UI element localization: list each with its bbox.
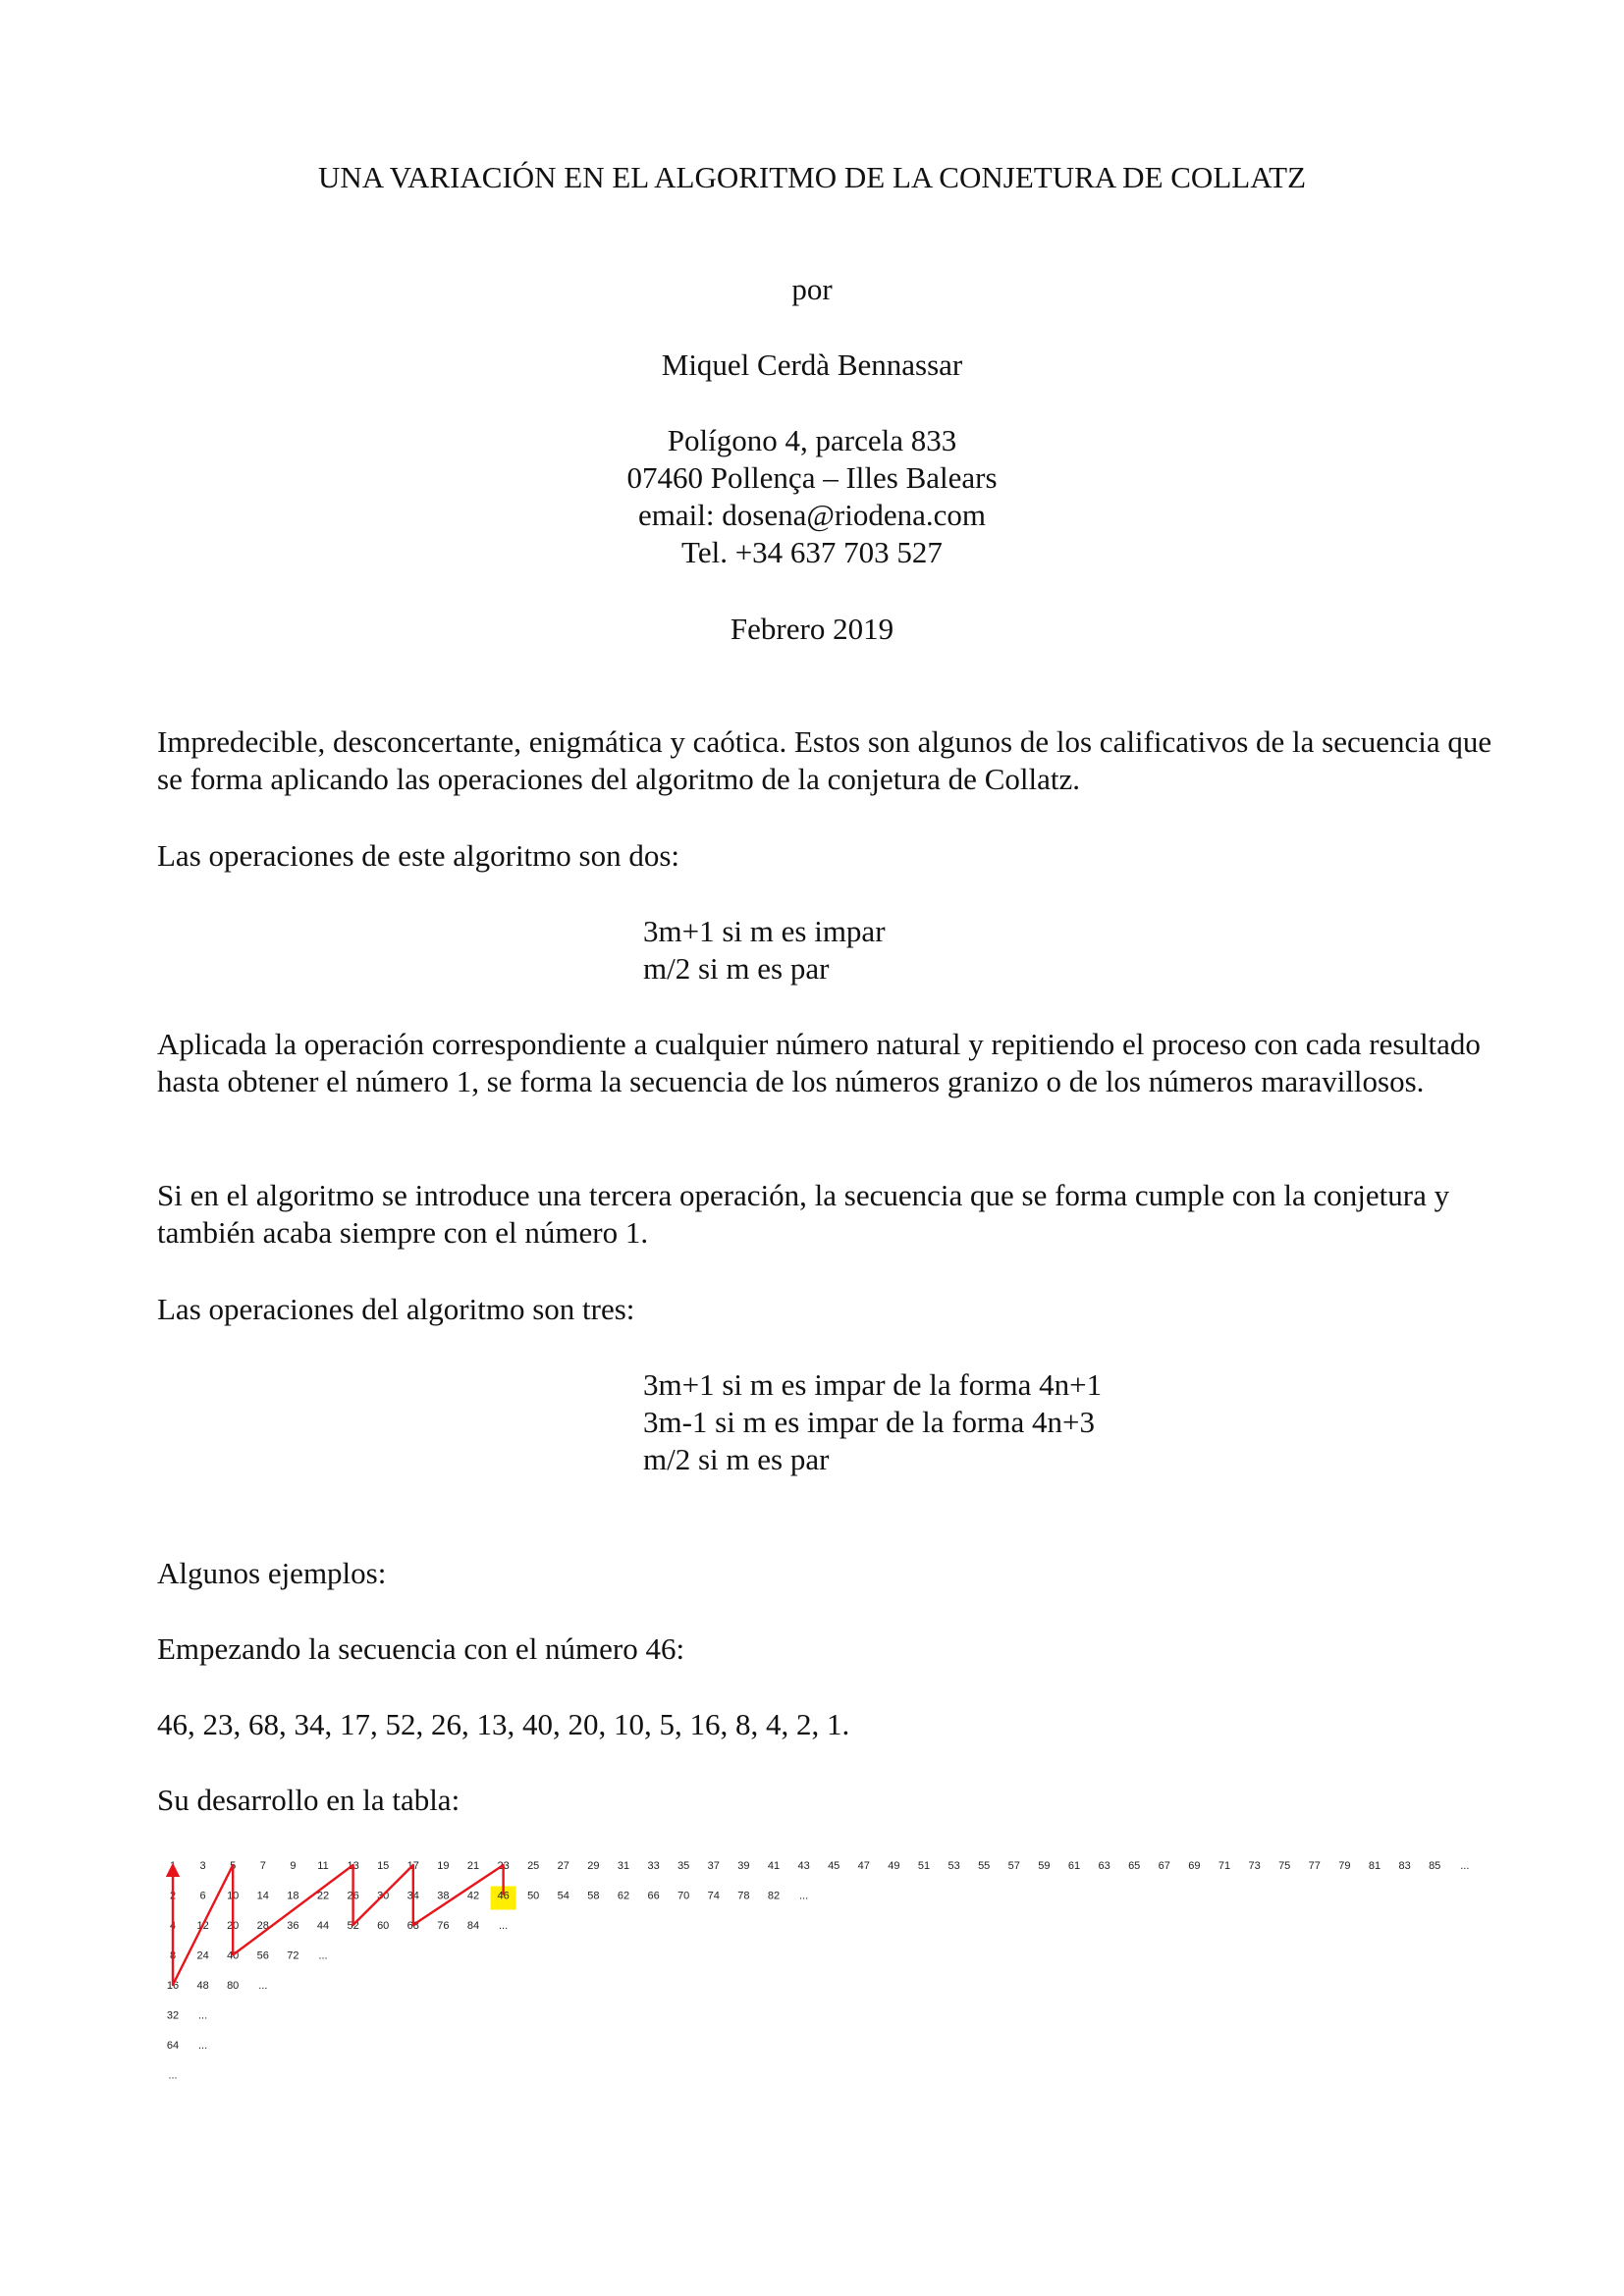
table-cell: 33 [647,1860,660,1872]
table-cell: 59 [1038,1860,1051,1872]
table-cell: 61 [1067,1860,1081,1872]
collatz-table-svg [157,1853,1492,2109]
table-cell: 38 [437,1890,450,1902]
table-cell: 50 [527,1890,540,1902]
table-cell: 34 [406,1890,419,1902]
document-title: UNA VARIACIÓN EN EL ALGORITMO DE LA CONJETURA DE COLLATZ [317,160,1307,194]
table-cell: 20 [227,1920,240,1932]
table-cell: 36 [287,1920,299,1932]
table-cell: 43 [797,1860,810,1872]
table-cell: 41 [767,1860,781,1872]
table-intro: Su desarrollo en la tabla: [157,1783,460,1817]
table-cell: ... [198,2009,208,2022]
table-cell: 9 [290,1860,297,1872]
table-cell: 32 [166,2009,180,2022]
collatz-table [157,1853,1492,2109]
table-cell: ... [499,1920,509,1932]
address-line-1: Polígono 4, parcela 833 [667,423,957,457]
formula-line: m/2 si m es par [643,951,830,986]
table-cell: 17 [406,1860,419,1872]
table-cell: 74 [707,1890,720,1902]
table-cell: 2 [169,1890,177,1902]
table-cell: 65 [1128,1860,1141,1872]
table-cell: 83 [1398,1860,1411,1872]
formula-block-1 [643,913,886,988]
table-cell: ... [258,1980,268,1992]
table-cell: 39 [737,1860,750,1872]
intro-paragraph: Impredecible, desconcertante, enigmática y caótica. Estos son algunos de los calificativos de la secuencia que se forma aplicando las operaciones del algoritmo de la conjetura de Collatz. [157,724,1492,796]
table-cell: 64 [166,2040,180,2052]
table-cell: 31 [617,1860,630,1872]
table-cell: 84 [466,1920,480,1932]
table-cell: 67 [1158,1860,1170,1872]
table-cell: 66 [647,1890,660,1902]
table-cell: 55 [978,1860,991,1872]
table-cell: 62 [617,1890,630,1902]
formula-line: 3m+1 si m es impar de la forma 4n+1 [643,1367,1103,1402]
table-cell: 13 [347,1860,359,1872]
table-cell: 51 [917,1860,931,1872]
formula-line: 3m+1 si m es impar [643,914,886,948]
table-cell: 40 [227,1949,240,1962]
table-cell: 53 [947,1860,960,1872]
table-cell: 29 [587,1860,600,1872]
table-cell: 70 [677,1890,690,1902]
table-cell: 49 [888,1860,900,1872]
formula-block-2 [643,1366,1102,1478]
table-cell: 24 [196,1949,209,1962]
example-sequence: 46, 23, 68, 34, 17, 52, 26, 13, 40, 20, 10, 5, 16, 8, 4, 2, 1. [157,1707,850,1741]
table-cell: 52 [347,1920,359,1932]
table-cell: 85 [1429,1860,1441,1872]
table-cell: 19 [437,1860,450,1872]
example-intro: Empezando la secuencia con el número 46: [157,1631,685,1666]
table-cell: 14 [256,1890,269,1902]
byline: por [791,272,833,306]
table-cell: 10 [227,1890,240,1902]
table-cell: 71 [1218,1860,1231,1872]
operations-intro: Las operaciones de este algoritmo son dos: [157,838,680,873]
table-cell: 16 [166,1980,180,1992]
table-cell: 5 [230,1860,237,1872]
table-cell: 81 [1368,1860,1381,1872]
table-cell: 82 [767,1890,781,1902]
table-cell: 45 [828,1860,840,1872]
address-line-2: 07460 Pollença – Illes Balears [626,460,998,495]
table-cell: 30 [377,1890,390,1902]
three-operations-intro: Las operaciones del algoritmo son tres: [157,1292,635,1326]
table-cell: 44 [316,1920,330,1932]
table-cell: 42 [466,1890,480,1902]
table-cell: 22 [316,1890,330,1902]
email-line: email: dosena@riodena.com [638,498,986,532]
table-cell: 79 [1338,1860,1351,1872]
table-cell: ... [1460,1860,1470,1872]
table-cell: 68 [406,1920,419,1932]
table-cell: 56 [256,1949,269,1962]
examples-heading: Algunos ejemplos: [157,1556,387,1590]
table-cell: 60 [377,1920,390,1932]
table-cell: ... [318,1949,328,1962]
table-cell: 35 [677,1860,690,1872]
table-cell: 1 [169,1860,177,1872]
phone-line: Tel. +34 637 703 527 [681,535,943,569]
table-cell: 18 [287,1890,299,1902]
table-cell: 28 [256,1920,269,1932]
table-cell: 77 [1308,1860,1321,1872]
table-cell: 58 [587,1890,600,1902]
formula-line: m/2 si m es par [643,1442,830,1476]
table-cell: 6 [199,1890,206,1902]
table-cell: 69 [1188,1860,1201,1872]
date-line: Febrero 2019 [730,612,894,646]
sequence-paragraph: Aplicada la operación correspondiente a cualquier número natural y repitiendo el proceso con cada resultado hasta obtener el número 1, se forma la secuencia de los números granizo o de los números maravillosos. [157,1027,1481,1098]
table-cell: 4 [169,1920,177,1932]
table-cell: 11 [317,1860,329,1872]
table-cell: 47 [857,1860,870,1872]
table-cell: 63 [1098,1860,1110,1872]
table-cell: 8 [169,1949,177,1962]
table-cell: 76 [437,1920,450,1932]
table-cell: 37 [707,1860,720,1872]
table-cell: 23 [497,1860,510,1872]
table-cell: 21 [466,1860,480,1872]
table-cell: 78 [737,1890,750,1902]
table-cell: 3 [199,1860,206,1872]
sequence-path-line [173,1865,504,1985]
table-cell: 25 [527,1860,540,1872]
table-cell: 7 [259,1860,266,1872]
table-cell: 72 [287,1949,299,1962]
table-cell: 73 [1248,1860,1261,1872]
table-cell: 12 [196,1920,209,1932]
table-cell: 80 [227,1980,240,1992]
third-operation-paragraph: Si en el algoritmo se introduce una tercera operación, la secuencia que se forma cumple con la conjetura y también acaba siempre con el número 1. [157,1178,1450,1250]
table-cell: 48 [196,1980,209,1992]
table-cell: 57 [1007,1860,1020,1872]
table-cell: ... [198,2040,208,2052]
table-cell: 54 [557,1890,569,1902]
table-cell: 46 [497,1890,510,1902]
table-cell: 27 [557,1860,569,1872]
table-cell: ... [168,2069,178,2082]
table-cell: ... [799,1890,809,1902]
table-cell: 75 [1278,1860,1291,1872]
author-name: Miquel Cerdà Bennassar [661,347,963,382]
formula-line: 3m-1 si m es impar de la forma 4n+3 [643,1405,1095,1439]
table-cell: 15 [377,1860,390,1872]
table-cell: 26 [347,1890,359,1902]
